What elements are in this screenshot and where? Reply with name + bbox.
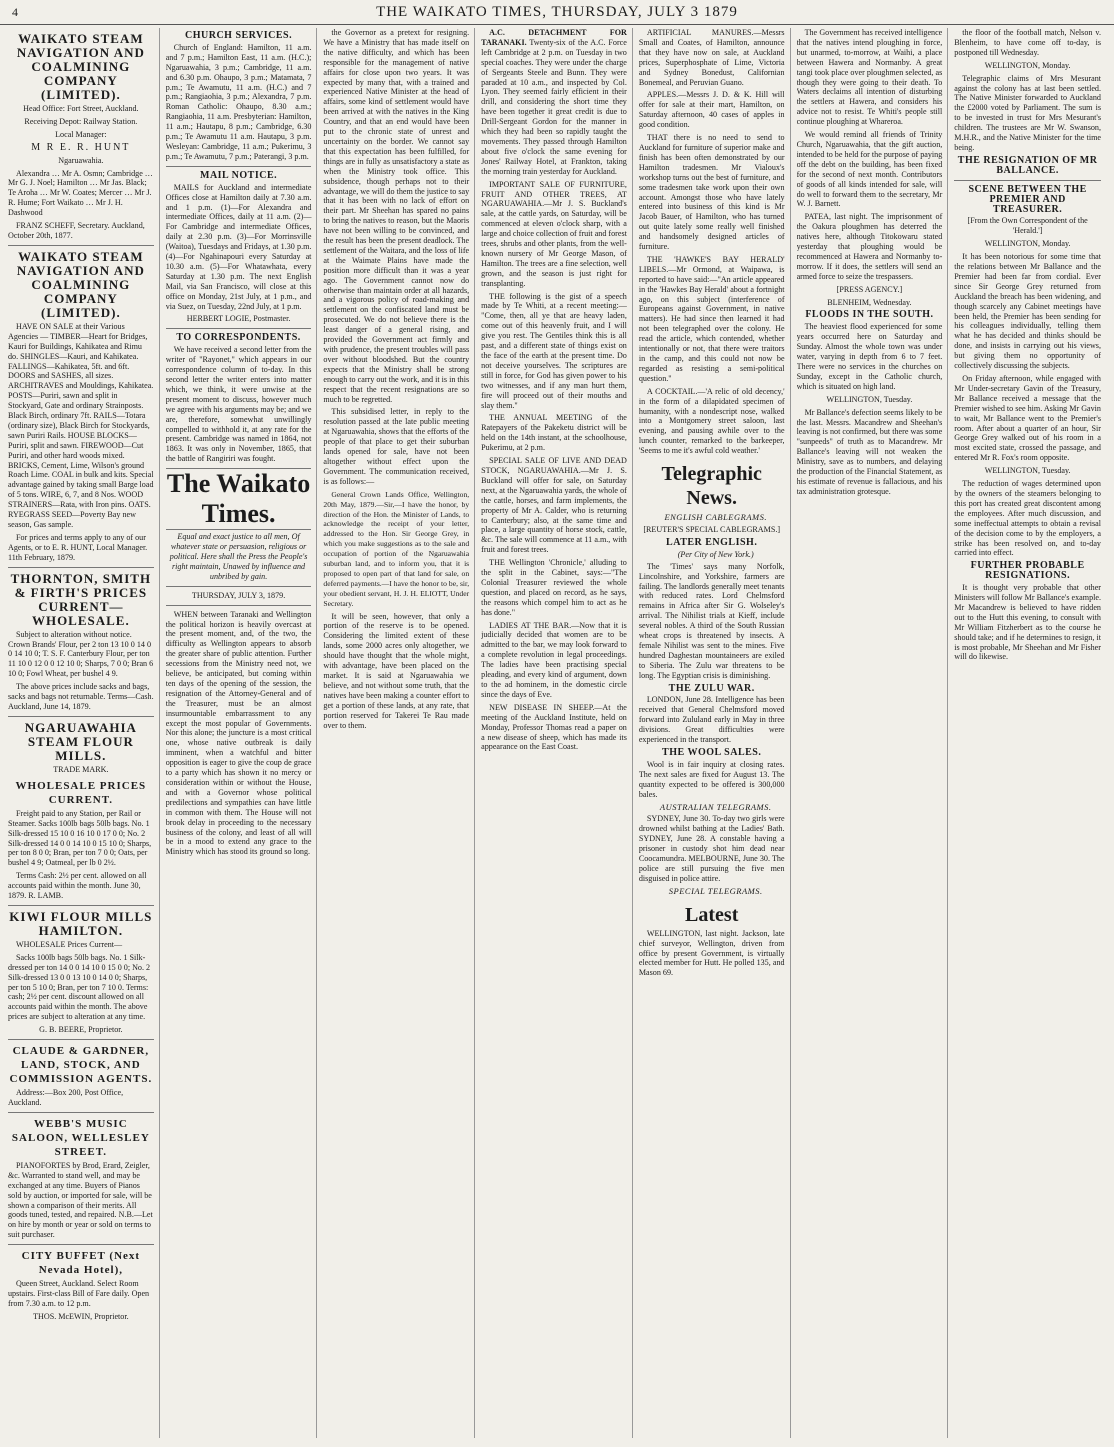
columns [8, 28, 1106, 1438]
reuters-label: [REUTER'S SPECIAL CABLEGRAMS.] [643, 524, 781, 534]
telegram-patea: PATEA, last night. The imprisonment of the Oakura ploughmen has deterred the natives here, although Titokowaru stated yesterday that ploughing would be recommenced at Hawera and Normanby to-morrow. If it does, the settlers will send an armed force to seize the trespassers. [796, 212, 943, 281]
ad-buffet-body: Queen Street, Auckland. Select Room upstairs. First-class Bill of Fare daily. Open from 7.30 a.m. to 12 p.m. [8, 1279, 150, 1308]
ad-claude-title: CLAUDE & GARDNER, LAND, STOCK, AND COMMISSION AGENTS. [9, 1045, 153, 1086]
local-news-annual-meeting: THE ANNUAL MEETING of the Ratepayers of the Pakeketu district will be held on the 14th instant, at the schoolhouse, Pukerimu, at 2 p.m. [481, 413, 627, 453]
ad-kiwi-title: KIWI FLOUR MILLS HAMILTON. [9, 908, 153, 938]
ad-sale-body: HAVE ON SALE at their Various Agencies — TIMBER—Heart for Bridges, Kauri for Buildings, Kahikatea and Rimu do. SHINGLES—Kauri, and Kahikatea. FALLINGS—Kahikatea, 5ft. and 6ft. DOORS and SASHES, all sizes. ARCHITRAVES and Mouldings, Kahikatea. POSTS—Puriri, sawn and split in Stockyard, Gate and ordinary Strainposts. Black Birch, ordinary 7ft. RAILS—Totara (ordinary size), Black Birch for Stockyards, sawn Puriri Rails. HOUSE BLOCKS—Puriri, split and sawn. FIREWOOD—Cut Puriri, and other hard woods mixed. BRICKS, Cement, Lime, Wilson's ground Roach Lime. COAL in bulk and kits. Special advantage gained by taking small Barge load of 5 tons. WIRE, 6, 7, and 8 Nos. WOOD STRAINERS—Rata, with Iron pins. OATS. RYEGRASS SEED—Poverty Bay new season, Gas sample. [8, 321, 154, 529]
column-4 [481, 28, 633, 1438]
page-number: 4 [12, 4, 19, 19]
editorial-dateline: THURSDAY, JULY 3, 1879. [191, 590, 286, 600]
floods-heading: FLOODS IN THE SOUTH. [805, 309, 934, 321]
mail-notice-text: MAILS for Auckland and intermediate Offices close at Hamilton daily at 7.30 a.m. and 1 p.m. (1)—For Alexandra and intermediate Offices, daily at 11 a.m. (2)—For Cambridge and intermediate Offices, daily at 2.30 p.m. (3)—For Morrinsville (Waitoa), Tuesdays and Fridays, at 1.30 p.m. (4)—For Ngahinapouri every Saturday at 10.30 a.m. (5)—For Whatawhata, every Saturday at 1.30 p.m. The next English Mail, via San Francisco, will close at this office on Monday, 21st July, at 1 p.m., and via Suez, on Tuesday, 22nd July, at 1 p.m. [165, 182, 312, 311]
column-6 [797, 28, 949, 1438]
mesurant-claim-text: Telegraphic claims of Mrs Mesurant against the colony has at last been settled. The Native Minister forwarded to Auckland the £2000 voted by Parliament. The sum is to be invested in trust for Mrs Mesurant's children. The trustees are Mr W. Swanson, M.H.R., and the Native Minister for the time being. [954, 73, 1101, 152]
church-services-text: Church of England: Hamilton, 11 a.m. and 7 p.m.; Hamilton East, 11 a.m. (H.C.); Ngaruawahia, 3 p.m.; Cambridge, 11 a.m. and 6.30 p.m. Ohaupo, 3 p.m.; Matamata, 7 p.m.; Te Awamutu, 11 a.m. (H.C.) and 7 p.m.; Rangiaohia, 3 p.m.; Alexandra, 7 p.m. Roman Catholic: Ohaupo, 8.30 a.m.; Rangiaohia, 11 a.m. Presbyterian: Hamilton, 11 a.m.; Hautapu, 8 p.m.; Cambridge, 6.30 p.m.; Te Awamutu 11 a.m. Hautapu, 3 p.m. Wesleyan: Cambridge, 11 a.m.; Pukerimu, 3 p.m.; Te Awamutu, 7 p.m.; Paterangi, 3 p.m. [165, 42, 312, 161]
ad-kiwi-sub: WHOLESALE Prices Current— [16, 939, 123, 949]
column-2 [166, 28, 318, 1438]
wellington-text: Mr Ballance's defection seems likely to be the last. Messrs. Macandrew and Sheehan's leaving is not confirmed, but there was some "sunpeeds" of truth as to Macandrew. Mr Ballance's leaving will not weaken the Ministry, save as to numbers, and delaying the production of the Financial Statement, as his estimate of revenue is fallacious, and his tax administration grotesque. [796, 407, 943, 496]
divider [8, 1244, 154, 1245]
divider [954, 180, 1101, 181]
resignation-subheading: SCENE BETWEEN THE PREMIER AND TREASURER. [968, 183, 1087, 215]
ad-prices-title: THORNTON, SMITH & FIRTH'S PRICES CURRENT—WHOLESALE. [10, 570, 152, 628]
ad-agent-name: M R E. R. HUNT [31, 141, 131, 153]
local-news-sheep-disease: NEW DISEASE IN SHEEP.—At the meeting of the Auckland Institute, held on Monday, Professor Thomas read a paper on a new disease of sheep, which has made its appearance on the East Coast. [481, 702, 627, 752]
wool-sales-heading: THE WOOL SALES. [662, 747, 762, 758]
blenheim-dateline: BLENHEIM, Wednesday. [827, 297, 912, 307]
ad-sale-title: WAIKATO STEAM NAVIGATION AND COALMINING COMPANY (LIMITED). [16, 248, 145, 320]
local-news-furniture: THAT there is no need to send to Auckland for furniture of superior make and finish has been often demonstrated by our Hamilton tradesmen. Mr Vialoux's workshop turns out the best of furniture, and some tradesmen take work upon their own account. Amongst those who have lately entered into business of this kind is Mr Jacob Bauer, of Hamilton, who has turned out quite lately some really well finished and handsomely designed articles of furniture. [638, 133, 785, 252]
divider [8, 905, 154, 906]
wellington-monday-dateline: WELLINGTON, Monday. [984, 60, 1071, 70]
further-resignations-text: It is thought very probable that other Ministers will follow Mr Ballance's example. Mr Macandrew is believed to have ridden out to the Hutt this evening, to consult with Mr William Fitzherbert as to the course he should take; and if he determines to resign, it is most probable, Mr Sheehan and Mr Fisher will do likewise. [954, 583, 1101, 662]
divider [166, 166, 312, 167]
column-3 [323, 28, 475, 1438]
wool-sales-text: Wool is in fair inquiry at closing rates. The next sales are fixed for August 13. The quantity expected to be offered is 300,000 bales. [638, 759, 785, 799]
ad-agent-label: Local Manager: [55, 129, 107, 139]
resignation-text-2: On Friday afternoon, while engaged with Mr Under-secretary Gavin of the Treasury, Mr Ballance received a message that the Premier wished to see him. Asking Mr Gavin to wait, Mr Ballance went to the Premier's room. After about a quarter of an hour, Sir George Grey walked out of his room in a most excited state, crossed the passage, and entered Mr R. Fox's room opposite. [954, 374, 1101, 463]
divider [8, 1112, 154, 1113]
resignation-source: [From the Own Correspondent of the 'Herald.'] [967, 216, 1088, 236]
english-news-text: The 'Times' says many Norfolk, Lincolnshire, and Yorkshire, farmers are failing. The landlords generally meet tenants with reduced rates. Lord Chelmsford remains in Africa after Sir G. Wolseley's arrival. The Nihilist trials at Kieff, include several nobles. A third of the South Russian wheat crops is threatened by insects. A female Nihilist was sent to the mines. Five hundred Daghestan mountaineers are exiled to Siberia. The Zulu war threatens to be long. The Egyptian crisis is diminishing. [638, 561, 785, 680]
australian-telegrams-heading: AUSTRALIAN TELEGRAMS. [659, 801, 772, 812]
editorial-motto: Equal and exact justice to all men, Of whatever state or persuasion, religious or political. Here shall the Press the People's right maintain, Unawed by influence and unbribed by gain. [169, 532, 308, 581]
english-cablegrams-heading: ENGLISH CABLEGRAMS. [664, 512, 767, 523]
ad-trade-mark: TRADE MARK. [53, 764, 109, 774]
correspondents-text: We have received a second letter from the writer of "Rayonet," which appears in our correspondence column of to-day. In this second letter the writer enters into matter which, we think, it were unwise at the present moment to discuss, however much we agree with his arguments may be; and we are, therefore, somewhat unwillingly compelled to withhold it, at any rate for the present. Cambridge was named in 1864, not 1863. It was only in November, 1865, that the battle of Rangiriri was fought. [165, 345, 312, 464]
latest-text: WELLINGTON, last night. Jackson, late chief surveyor, Wellington, driven from office by present Government, is virtually elected member for Hutt. He polled 135, and Mason 69. [638, 928, 785, 978]
ad-office: Head Office: Fort Street, Auckland. [23, 104, 139, 113]
local-news-apples: APPLES.—Messrs J. D. & K. Hill will offer for sale at their mart, Hamilton, on Saturday afternoon, 40 cases of apples in good condition. [638, 90, 785, 130]
column-1 [8, 28, 160, 1438]
further-resignations-heading: FURTHER PROBABLE RESIGNATIONS. [970, 560, 1085, 582]
zulu-war-text: LONDON, June 28. Intelligence has been received that General Chelmsford moved forward into Zululand early in May in three divisions. Great difficulties were experienced in the transport. [638, 695, 785, 745]
ad-webb-title: WEBB'S MUSIC SALOON, WELLESLEY STREET. [11, 1117, 150, 1158]
ad-kiwi-sign: G. B. BEERE, Proprietor. [39, 1025, 123, 1035]
local-news-hawkes-bay: THE 'HAWKE'S BAY HERALD' LIBELS.—Mr Ormond, at Waipawa, is reported to have said:—"An article appeared in the 'Hawkes Bay Herald' about a fortnight ago, on this subject (interference of Europeans against Government, in native matters). He had since then learned it had not been telegraphed over the colony. He read the article, which contended, whether intentionally or not, that there were traitors in the camp, and this could not now be regarded as resisting a semi-political question." [638, 254, 785, 383]
ad-agents-list: Alexandra … Mr A. Osmn; Cambridge … Mr G. J. Noel; Hamilton … Mr Jas. Black; Te Aroha … Mr W. Coates; Mercer … Mr J. R. Hume; Fort Waikato … Mr J. H. Dashwood [8, 168, 153, 218]
local-news-detachment [481, 28, 627, 177]
australian-telegrams-text: SYDNEY, June 30. To-day two girls were drowned whilst bathing at the Ladies' Bath. SYDNEY, June 28. A constable having a prisoner in custody shot him dead near Coocamundra. MELBOURNE, June 30. The police are still pursuing the five men disguised in police attire. [638, 814, 785, 883]
newspaper-title: THE WAIKATO TIMES, THURSDAY, JULY 3 1879 [376, 3, 738, 20]
local-news-detachment-head: A.C. DETACHMENT FOR TARANAKI. [481, 28, 627, 47]
editorial-masthead: The Waikato Times. [166, 469, 311, 529]
ad-prices-body: Subject to alteration without notice. Crown Brands' Flour, per 2 ton 13 10 0 14 0 0 14 10 0; T. S. F. Canterbury Flour, per ton 11 10 0 12 0 0 12 10 0; Sharps, 7 0 0; Bran 6 10 0; Fowl Wheat, per bushel 4 9. [8, 629, 154, 679]
local-news-manures: ARTIFICIAL MANURES.—Messrs Small and Coates, of Hamilton, announce that they have now on sale, at Auckland prices, Superphosphate of Lime, Victoria and Sydney Bonedust, Californian Bonemeal, and Peruvian Guano. [638, 28, 785, 87]
local-news-cocktail: A COCKTAIL.—'A relic of old decency,' in the form of a dilapidated specimen of humanity, with a nondescript nose, walked into a Montgomery street saloon, last evening, and pausing awhile over to the lunch counter, remarked to the barkeeper, 'Seems to me it's awful cold weather.' [638, 386, 785, 456]
local-news-te-whiti: THE following is the gist of a speech made by Te Whiti, at a recent meeting:— "Come, then, all ye that are heavy laden, come out of this heavenly fruit, and I will give you rest. The Gentiles think this is all past, and a different state of things exist on the face of the earth at the present time. Do not deceive yourselves. The scriptures are still in force, for God has given power to his two witnesses, and if any man hurt them, fire will proceed out of their mouths and slay them." [481, 291, 627, 410]
mail-notice-heading: MAIL NOTICE. [200, 169, 278, 181]
local-news-detachment-text: Twenty-six of the A.C. Force left Cambridge at 2 p.m. on Tuesday in two special coaches. They were under the charge of Sergeants Steele and Bunn. They were paraded at 10 a.m., and inspected by Col. Lyon. They seemed fairly efficient in their drill, and considering the short time they have been together it great credit is due to Drill-Sergeant Gordon for the manner in which they had been so rapidly taught the movements. They passed through Hamilton about five o'clock the same evening for Jones' Railway Hotel, at Frankton, taking the morning train yesterday for Auckland. [481, 37, 627, 176]
later-english-sub: (Per City of New York.) [677, 549, 754, 559]
correspondents-heading: TO CORRESPONDENTS. [176, 332, 301, 344]
ad-sale-sign: For prices and terms apply to any of our Agents, or to E. R. HUNT, Local Manager. 11th February, 1879. [8, 532, 148, 562]
ad-claude-body: Address:—Box 200, Post Office, Auckland. [8, 1088, 124, 1107]
football-note: the floor of the football match, Nelson v. Blenheim, to have come off to-day, is postponed till Wednesday. [954, 28, 1101, 57]
divider [166, 586, 312, 587]
strike-text: The reduction of wages determined upon by the owners of the steamers belonging to this port has created great discontent among the employees. After much discussion, and some ineffectual attempts to obtain a revisal of the decision come to by the employers, a strike has been resolved on, and to-day carried into effect. [954, 479, 1101, 558]
editorial-leader: WHEN between Taranaki and Wellington the political horizon is heavily overcast at the present moment, and, of the two, the difficulty as Wellington appears to absorb the greater share of public attention. Further secessions from the Ministry need not, we believe, be anticipated, but coming within ten days of the opening of the session, the resignation of the Attorney-General and of the Treasurer, must be an almost insurmountable embarrassment to any except the most popular of Governments. Nor this alone; the juncture is a most critical one, whose native outbreak is daily imminent, when a watchful and bitter opposition is eager to give the coup de grace to a party which has shown it no mercy or consideration within or without the House, and with a Governor whose political predilections and sympathies can have little in common with them. The House will not brook delay in proceeding to the necessary business of the colony, and least of all will be in a mood to extend any grace to the Ministry which has stood its ground so long. [165, 609, 312, 857]
leader-continued: the Governor as a pretext for resigning. We have a Ministry that has made itself on the native difficulty, and which has been responsible for the management of native affairs for close upon two years. It was expected by many that, with a trained and experienced Native Minister at the head of affairs, some kind of settlement would have been arrived at with the natives in the King Country, and that an end would have been put to the chronic state of unrest and uncertainty on the border. We cannot say that this expectation has been fulfilled, for things are in fully as unsatisfactory a state as when the Ministry took office. This subsidence, though perhaps not to their advantage, we will do them the justice to say that it has been with no lack of effort on their part. Mr Sheehan has spared no pains to bring the natives to reason, but the Maoris have not been willing to be convinced, and the result has been the present deadlock. The settlement of the Waitara, and the loss of life at the Waimate Plains have made the position more difficult than it was a year ago. The Government cannot now do otherwise than maintain order at all hazards, and a vigorous policy of road-making and settlement on the confiscated land must be prosecuted. We do not believe there is the least danger of a general rising, and provided the Government act firmly and with prudence, the present troubles will pass over without bloodshed. But the country expects that the Ministry shall be strong enough to carry out the work, and it is in this respect that the recent resignations are so much to be regretted. [323, 28, 470, 404]
mail-notice-sign: HERBERT LOGIE, Postmaster. [186, 314, 291, 324]
floods-text: The heaviest flood experienced for some years occurred here on Saturday and Sunday. Almost the whole town was under water, varying in depth from 6 to 7 feet. There were no services in the churches on Sunday, except in the Catholic church, which is situated on high land. [796, 322, 943, 391]
ad-kiwi-body: Sacks 100lb bags 50lb bags. No. 1 Silk-dressed per ton 14 0 0 14 10 0 15 0 0; No. 2 Silk-dressed 13 0 0 13 10 0 14 0 0; Sharps, per ton 5 10 0; Bran, per ton 7 10 0. Terms: cash; 2½ per cent. discount allowed on all accounts paid within the month. The above prices are subject to alteration at any time. [8, 952, 151, 1022]
ad-signature: FRANZ SCHEFF, Secretary. Auckland, October 20th, 1877. [8, 221, 145, 240]
ad-flour-note: Terms Cash: 2½ per cent. allowed on all accounts paid within the month. June 30, 1879. R. LAMB. [8, 871, 147, 901]
ad-steam-navigation-title: WAIKATO STEAM NAVIGATION AND COALMINING COMPANY (LIMITED). [16, 31, 145, 102]
divider [8, 1039, 154, 1040]
divider [166, 328, 312, 329]
suburban-lands-intro: This subsidised letter, in reply to the resolution passed at the late public meeting at Ngaruawahia, shows that the efforts of the people of that place to get their suburban lands opened for sale, have not been altogether without effect upon the Government. The communication received, is as follows:— [323, 407, 470, 486]
local-news-ladies-bar: LADIES AT THE BAR.—Now that it is judicially decided that women are to be admitted to the bar, we may look forward to a complete revolution in legal proceedings. The ladies have been practising special pleading, and every kind of argument, down to the ad hominem, in the domestic circle since the days of Eve. [481, 620, 627, 699]
church-services-heading: CHURCH SERVICES. [185, 30, 293, 41]
ad-buffet-title: CITY BUFFET (Next Nevada Hotel), [21, 1250, 141, 1277]
resignation-heading: THE RESIGNATION OF MR BALLANCE. [957, 154, 1098, 176]
telegraphic-news-heading: Telegraphic News. [661, 463, 762, 510]
latest-heading: Latest [685, 903, 739, 926]
zulu-war-heading: THE ZULU WAR. [668, 682, 755, 694]
wellington-tuesday-dateline: WELLINGTON, Tuesday. [984, 466, 1071, 476]
crown-lands-letter: General Crown Lands Office, Wellington, 20th May, 1879.—Sir,—I have the honor, by direction of the Hon. the Minister of Lands, to acknowledge the receipt of your letter, addressed to the Hon. Sir George Grey, in which you make suggestions as to the sale and occupation of portion of the Ngaruawahia suburban land, and to inform you, that it is proposed to open part of that land for sale, on deferred payments.—I have the honor to be, sir, your obedient servant, H. J. H. ELIOTT, Under Secretary. [323, 489, 470, 608]
ad-webb-body: PIANOFORTES by Brod, Erard, Zeigler, &c. Warranted to stand well, and may be exchanged at any time. Buyers of Pianos sold by auction, or imported for sale, will be shown a comparison of their merits. All goods tuned, tested, and repaired. N.B.—Let on hire by month or year or sold on terms to suit purchaser. [8, 1160, 153, 1240]
suburban-lands-comment: It will be seen, however, that only a portion of the reserve is to be opened. Considering the limited extent of these lands, some 2000 acres only altogether, we should have thought that the whole might, with advantage, have been placed on the market. It is said at Ngaruawahia we believe, and not without some truth, that the natives have been making a counter effort to get a portion of these lands, at any rate, that portion reserved for Takerei Te Rau made over to them. [323, 611, 470, 730]
ad-prices-note: The above prices include sacks and bags, sacks and bags not returnable. Terms—Cash. Auckland, June 14, 1879. [8, 682, 154, 711]
wellington-dateline: WELLINGTON, Tuesday. [826, 394, 913, 404]
ad-flour-mills-title: NGARUAWAHIA STEAM FLOUR MILLS. [24, 719, 137, 763]
local-news-stock-sale: SPECIAL SALE OF LIVE AND DEAD STOCK, NGARUAWAHIA.—Mr J. S. Buckland will offer for sale, on Saturday next, at the Ngaruawahia yards, the whole of the cattle, horses, and farm implements, the property of Mr A. Calder, who is returning to Canterbury; also, at the same time and place, a large quantity of horse stock, cattle, &c. The sale will commence at 11 a.m., with fruit and forest trees. [481, 456, 627, 555]
ad-flour-body: Freight paid to any Station, per Rail or Steamer. Sacks 100lb bags 50lb bags. No. 1 Silk-dressed 15 10 0 16 10 0 17 0 0; No. 2 Silk-dressed 14 0 0 14 10 0 15 10 0; Sharps, per ton 8 0 0; Bran, per ton 7 0 0; Oats, per bushel 4 9; Oatmeal, per lb 0 2½. [8, 808, 152, 868]
divider [8, 716, 154, 717]
divider [166, 605, 312, 606]
divider [8, 245, 154, 246]
column-5 [639, 28, 791, 1438]
local-news-sale: IMPORTANT SALE OF FURNITURE, FRUIT AND OTHER TREES, AT NGARUAWAHIA.—Mr J. S. Buckland's sale, at the cattle yards, on Saturday, will be commenced at eleven o'clock sharp, with a large and choice collection of fruit and forest trees, shrubs and other plants, from the well-known nursery of Mr George Mason, of Hamilton. The trees are a fine selection, well grown, and the season is just right for transplanting. [481, 179, 627, 288]
later-english-heading: LATER ENGLISH. [666, 536, 758, 548]
special-telegrams-heading: SPECIAL TELEGRAMS. [668, 885, 763, 896]
divider [8, 567, 154, 568]
telegram-ploughing: The Government has received intelligence that the natives intend ploughing in force, but unarmed, to-morrow, at Waihi, a place between Hawera and Normanby. A great tangi took place over ploughmen selected, as though they were going to their death. To Waters declaims all intention of disturbing the settlers at Hawera, and considers his advice not to resist. Te Whiti's people still continue ploughing at Whareroa. [796, 28, 943, 127]
trinity-church-notice: We would remind all friends of Trinity Church, Ngaruawahia, that the gift auction, intended to be held for the purpose of paying off the debt on the building, has been fixed for the second of next month. Contributors of goods of all kinds intended for sale, will do well to forward them to the secretary, Mr W. J. Barnett. [796, 130, 943, 209]
masthead [0, 0, 1114, 25]
ad-wholesale-title: WHOLESALE PRICES CURRENT. [15, 779, 147, 806]
resignation-text-1: It has been notorious for some time that the relations between Mr Ballance and the Premier had been far from cordial. Ever since Sir George Grey returned from Auckland the breach has been widening, and though scarcely any Cabinet meetings have been held, the Premier has been sending for his colleagues individually, telling them what he has decided and thinks should be done, and insists in carrying out his views, but giving them no opportunity of collectively discussing the subjects. [954, 252, 1101, 371]
resignation-dateline: WELLINGTON, Monday. [984, 239, 1071, 249]
ad-buffet-sign: THOS. McEWIN, Proprietor. [33, 1311, 129, 1321]
column-7 [954, 28, 1106, 1438]
local-news-chronicle: THE Wellington 'Chronicle,' alluding to the split in the Cabinet, says:—"The Colonial Treasurer reviewed the whole question, and placed on record, as he says, the reasons which compel him to act as he has done." [481, 558, 627, 617]
ad-place: Ngaruawahia. [58, 155, 104, 165]
ad-depot: Receiving Depot: Railway Station. [24, 116, 138, 126]
press-agency-label: [PRESS AGENCY.] [836, 284, 903, 294]
